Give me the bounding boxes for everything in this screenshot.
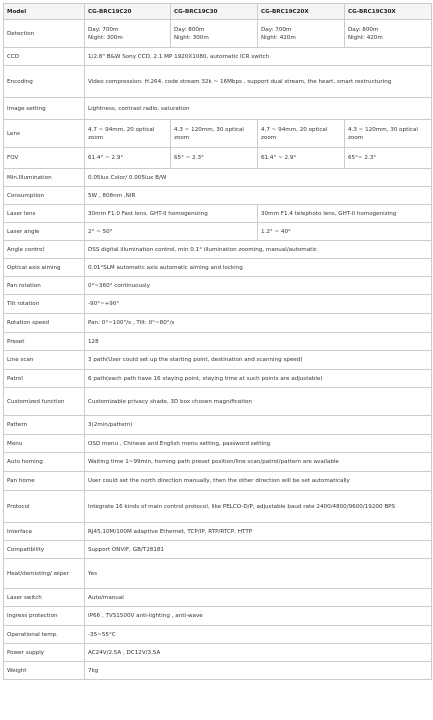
row-menu bbox=[4, 435, 432, 453]
compatibility-value: Support ONVIF, GB/T28181 bbox=[85, 541, 432, 559]
row-label: Customized function bbox=[4, 388, 85, 416]
spec-table bbox=[3, 3, 432, 680]
ccd-value: 1/2.8" B&W Sony CCD, 2.1 MP 1920X1080, automatic ICR switch bbox=[85, 48, 432, 66]
line-scan-value: 3 path(User could set up the starting point, destination and scanning speed) bbox=[85, 351, 432, 370]
detection-value-1: Day: 700m Night: 300m bbox=[85, 20, 171, 48]
power-supply-value: AC24V/2.5A , DC12V/3.5A bbox=[85, 644, 432, 662]
lens-value-2: 4.3 ~ 120mm, 30 optical zoom bbox=[171, 120, 258, 148]
row-label: Preset bbox=[4, 333, 85, 351]
row-line-scan bbox=[4, 351, 432, 370]
row-label: Image setting bbox=[4, 98, 85, 120]
pattern-value: 3(2min/pattern) bbox=[85, 416, 432, 435]
row-protocol bbox=[4, 491, 432, 523]
row-label: Line scan bbox=[4, 351, 85, 370]
row-label: Encoding bbox=[4, 66, 85, 98]
row-label: FOV bbox=[4, 148, 85, 169]
row-label: Angle control bbox=[4, 241, 85, 259]
header-model: Model bbox=[4, 4, 85, 20]
row-customized-function bbox=[4, 388, 432, 416]
row-weight bbox=[4, 662, 432, 680]
pan-home-value: User could set the north direction manually, then the other direction will be set automatically bbox=[85, 472, 432, 491]
row-label: Pan rotation bbox=[4, 277, 85, 295]
fov-value-1: 61.4° ~ 2.9° bbox=[85, 148, 171, 169]
row-pattern bbox=[4, 416, 432, 435]
lens-value-3: 4.7 ~ 94mm, 20 optical zoom bbox=[258, 120, 345, 148]
weight-value: 7kg bbox=[85, 662, 432, 680]
row-label: Optical axis aiming bbox=[4, 259, 85, 277]
row-label: Heat/demisting/ wiper bbox=[4, 559, 85, 589]
row-label: Protocol bbox=[4, 491, 85, 523]
row-optical-axis-aiming bbox=[4, 259, 432, 277]
row-fov bbox=[4, 148, 432, 169]
row-label: Weight bbox=[4, 662, 85, 680]
row-operational-temp bbox=[4, 626, 432, 644]
tilt-rotation-value: -90°~+90° bbox=[85, 295, 432, 314]
row-preset bbox=[4, 333, 432, 351]
row-label: Detection bbox=[4, 20, 85, 48]
min-illumination-value: 0.05lux Color/ 0.005lux B/W bbox=[85, 169, 432, 187]
laser-angle-value-left: 2° ~ 50° bbox=[85, 223, 258, 241]
laser-lens-value-left: 30mm F1.0 Fast lens, GHT-II homogenizing bbox=[85, 205, 258, 223]
row-label: Power supply bbox=[4, 644, 85, 662]
row-label: CCD bbox=[4, 48, 85, 66]
row-heat-demisting-wiper bbox=[4, 559, 432, 589]
lens-value-4: 4.3 ~ 120mm, 30 optical zoom bbox=[345, 120, 432, 148]
row-min-illumination bbox=[4, 169, 432, 187]
row-compatibility bbox=[4, 541, 432, 559]
row-label: Interface bbox=[4, 523, 85, 541]
row-label: Operational temp. bbox=[4, 626, 85, 644]
row-pan-rotation bbox=[4, 277, 432, 295]
optical-axis-aiming-value: 0.01°SLM automatic axis automatic aiming and locking bbox=[85, 259, 432, 277]
row-consumption bbox=[4, 187, 432, 205]
row-label: Rotation speed bbox=[4, 314, 85, 333]
row-patrol bbox=[4, 370, 432, 388]
row-label: Laser lens bbox=[4, 205, 85, 223]
row-encoding bbox=[4, 66, 432, 98]
detection-value-4: Day: 800m Night: 420m bbox=[345, 20, 432, 48]
row-image-setting bbox=[4, 98, 432, 120]
angle-control-value: DSS digital illumination control, min 0.1° illumination zooming, manual/automatic bbox=[85, 241, 432, 259]
row-label: Compatibility bbox=[4, 541, 85, 559]
rotation-speed-value: Pan: 0°~100°/s , Tilt: 0°~80°/s bbox=[85, 314, 432, 333]
row-rotation-speed bbox=[4, 314, 432, 333]
row-label: Auto homing bbox=[4, 453, 85, 472]
row-label: Tilt rotation bbox=[4, 295, 85, 314]
row-pan-home bbox=[4, 472, 432, 491]
row-label: Lens bbox=[4, 120, 85, 148]
detection-value-3: Day: 700m Night: 420m bbox=[258, 20, 345, 48]
row-label: Min.Illumination bbox=[4, 169, 85, 187]
row-detection bbox=[4, 20, 432, 48]
laser-switch-value: Auto/manual bbox=[85, 589, 432, 607]
detection-value-2: Day: 800m Night: 300m bbox=[171, 20, 258, 48]
row-angle-control bbox=[4, 241, 432, 259]
auto-homing-value: Waiting time 1~99min, homing path preset position/line scan/patrol/pattern are available bbox=[85, 453, 432, 472]
operational-temp-value: -35~55°C bbox=[85, 626, 432, 644]
table-header-row bbox=[4, 4, 432, 20]
row-label: Ingress protection bbox=[4, 607, 85, 626]
protocol-value: Integrate 16 kinds of main control protocol, like PELCO-D/P, adjustable baud rate 2400/4800/9600/19200 BPS bbox=[85, 491, 432, 523]
fov-value-3: 61.4° ~ 2.9° bbox=[258, 148, 345, 169]
lens-value-1: 4.7 ~ 94mm, 20 optical zoom bbox=[85, 120, 171, 148]
header-model-2: CG-BRC19C30 bbox=[171, 4, 258, 20]
header-model-4: CG-BRC19C30X bbox=[345, 4, 432, 20]
encoding-value: Video compression: H.264, code stream 32k ~ 16Mbps , support dual stream, the heart, smart restructuring bbox=[85, 66, 432, 98]
fov-value-4: 65°~ 2.3° bbox=[345, 148, 432, 169]
fov-value-2: 65° ~ 2.3° bbox=[171, 148, 258, 169]
row-laser-angle bbox=[4, 223, 432, 241]
row-ingress-protection bbox=[4, 607, 432, 626]
row-lens bbox=[4, 120, 432, 148]
ingress-protection-value: IP66 , TVS1500V anti-lighting , anti-wave bbox=[85, 607, 432, 626]
customized-function-value: Customizable privacy shade, 3D box chosen magnification bbox=[85, 388, 432, 416]
laser-lens-value-right: 30mm F1.4 telephoto lens, GHT-II homogenizing bbox=[258, 205, 432, 223]
row-auto-homing bbox=[4, 453, 432, 472]
row-power-supply bbox=[4, 644, 432, 662]
row-label: Patrol bbox=[4, 370, 85, 388]
row-tilt-rotation bbox=[4, 295, 432, 314]
row-label: Menu bbox=[4, 435, 85, 453]
heat-demisting-wiper-value: Yes bbox=[85, 559, 432, 589]
row-interface bbox=[4, 523, 432, 541]
laser-angle-value-right: 1.2° ~ 40° bbox=[258, 223, 432, 241]
header-model-3: CG-BRC19C20X bbox=[258, 4, 345, 20]
row-laser-lens bbox=[4, 205, 432, 223]
patrol-value: 6 path(each path have 16 staying point, staying time at such points are adjustable) bbox=[85, 370, 432, 388]
row-label: Laser switch bbox=[4, 589, 85, 607]
row-laser-switch bbox=[4, 589, 432, 607]
menu-value: OSD menu , Chinese and English menu setting, password setting bbox=[85, 435, 432, 453]
row-label: Pattern bbox=[4, 416, 85, 435]
row-label: Pan home bbox=[4, 472, 85, 491]
interface-value: RJ45,10M/100M adaptive Ethernet, TCP/IP, RTP/RTCP, HTTP bbox=[85, 523, 432, 541]
row-label: Consumption bbox=[4, 187, 85, 205]
row-ccd bbox=[4, 48, 432, 66]
header-model-1: CG-BRC19C20 bbox=[85, 4, 171, 20]
image-setting-value: Lightness, contrast radio, saturation bbox=[85, 98, 432, 120]
pan-rotation-value: 0°~360° continuously bbox=[85, 277, 432, 295]
row-label: Laser angle bbox=[4, 223, 85, 241]
consumption-value: 5W , 808nm ,NIR bbox=[85, 187, 432, 205]
preset-value: 128 bbox=[85, 333, 432, 351]
